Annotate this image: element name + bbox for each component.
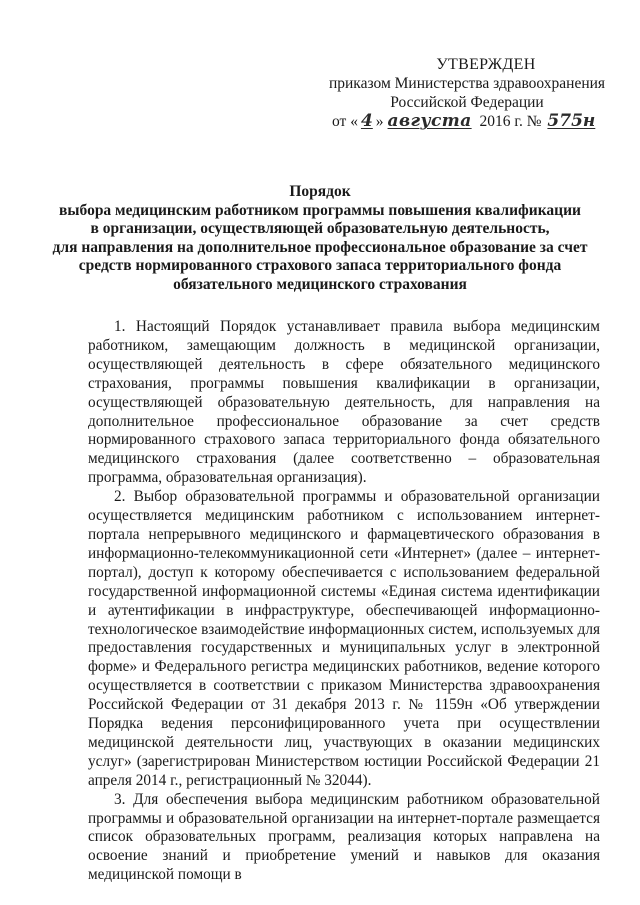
paragraph-1: 1. Настоящий Порядок устанавливает правила выбора медицинским работником, замещающим должность в медицинской организации, осуществляющей деятельность в сфере обязательного медицинского страхования, программы повышения квалификации в организации, осуществляющей образовательную деятельность, для направления на дополнительное профессиональное образование за счет средств нормированного страхового запаса территориального фонда обязательного медицинского страхования (далее соответственно – образовательная программа, образовательная организация). [88, 318, 600, 487]
approval-order-line: приказом Министерства здравоохранения [328, 75, 606, 92]
title-line: средств нормированного страхового запаса территориального фонда [78, 257, 562, 274]
approval-date-line [332, 112, 608, 131]
document-title [50, 183, 590, 294]
paragraph-2: 2. Выбор образовательной программы и образовательной организации осуществляется медицинским работником с использованием интернет-портала непрерывного медицинского и фармацевтического образования в информационно-телекоммуникационной сети «Интернет» (далее – интернет-портал), доступ к которому обеспечивается с использованием федеральной государственной информационной системы «Единая система идентификации и аутентификации в инфраструктуре, обеспечивающей информационно-технологическое взаимодействие информационных систем, используемых для предоставления государственных и муниципальных услуг в электронной форме» и Федерального регистра медицинских работников, ведение которого осуществляется в соответствии с приказом Министерства здравоохранения Российской Федерации от 31 декабря 2013 г. № 1159н «Об утверждении Порядка ведения персонифицированного учета при осуществлении медицинской деятельности лиц, участвующих в оказании медицинских услуг» (зарегистрирован Министерством юстиции Российской Федерации 21 апреля 2014 г., регистрационный № 32044). [88, 488, 600, 789]
title-heading: Порядок [289, 183, 351, 200]
handwritten-day: 4 [360, 111, 373, 131]
approval-title: УТВЕРЖДЕН [436, 56, 536, 73]
date-year-number-label: 2016 г. № [479, 113, 542, 130]
title-line: выбора медицинским работником программы повышения квалификации [59, 201, 581, 219]
approval-stamp [326, 55, 608, 131]
paragraph-3: 3. Для обеспечения выбора медицинским работником образовательной программы и образовательной организации на интернет-портале размещается список образовательных программ, реализация которых направлена на освоение знаний и приобретение умений и навыков для оказания медицинской помощи в [88, 790, 600, 884]
handwritten-month: августа [387, 111, 472, 131]
date-prefix: от « [332, 113, 358, 130]
handwritten-order-number: 575н [547, 111, 596, 131]
approval-ministry-line: Российской Федерации [390, 94, 544, 111]
title-line: для направления на дополнительное профессиональное образование за счет [52, 238, 588, 256]
date-mid: » [375, 113, 384, 130]
document-body [88, 318, 600, 885]
title-line: в организации, осуществляющей образовательную деятельность, [90, 220, 550, 237]
title-line: обязательного медицинского страхования [173, 275, 467, 293]
